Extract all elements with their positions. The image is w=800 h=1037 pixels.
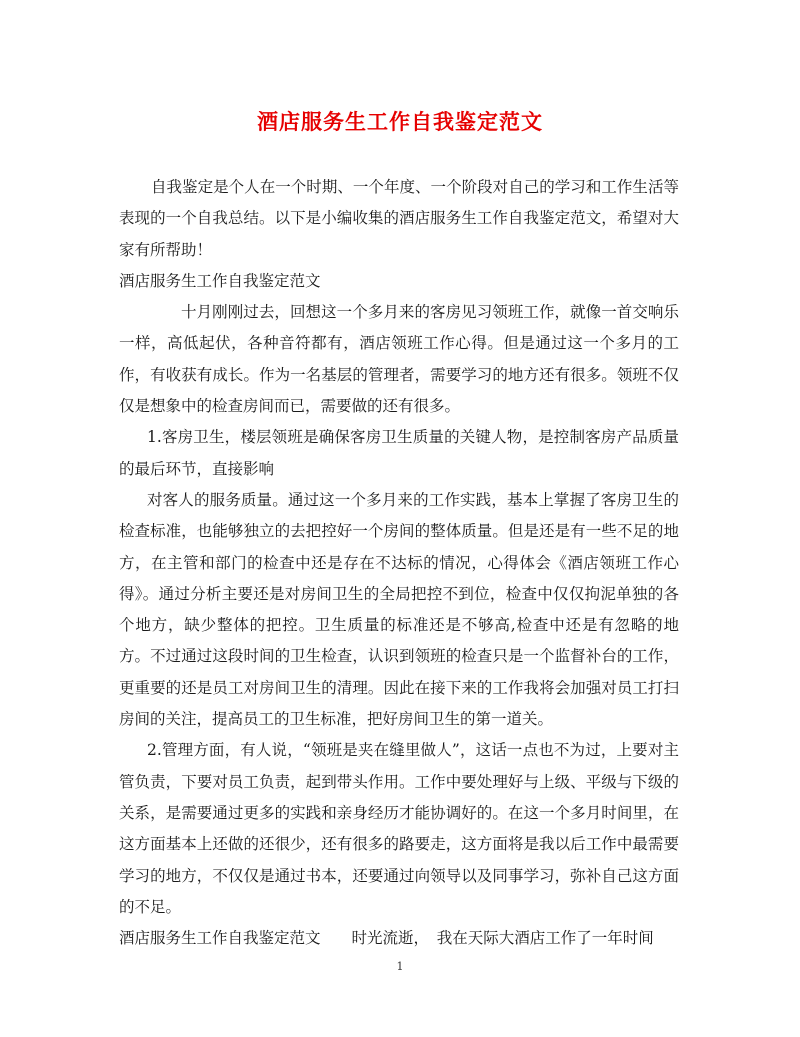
page-number: 1 (396, 960, 404, 973)
item-1-paragraph: 1.客房卫生，楼层领班是确保客房卫生质量的关键人物，是控制客房产品质量的最后环节，直接影响 (119, 428, 679, 478)
section-heading-continued: 酒店服务生工作自我鉴定范文 时光流逝， 我在天际大酒店工作了一年时间 (119, 929, 654, 948)
intro-paragraph: 自我鉴定是个人在一个时期、一个年度、一个阶段对自己的学习和工作生活等表现的一个自我总结。以下是小编收集的酒店服务生工作自我鉴定范文，希望对大家有所帮助！ (119, 178, 679, 259)
document-title: 酒店服务生工作自我鉴定范文 (257, 109, 543, 134)
body-paragraph: 十月刚刚过去，回想这一个多月来的客房见习领班工作，就像一首交响乐一样，高低起伏，各种音符都有，酒店领班工作心得。但是通过这一个多月的工作，有收获有成长。作为一名基层的管理者，需要学习的地方还有很多。领班不仅仅是想象中的检查房间而已，需要做的还有很多。 (119, 303, 679, 416)
item-2-paragraph: 2.管理方面，有人说，“领班是夹在缝里做人”，这话一点也不为过，上要对主管负责，下要对员工负责，起到带头作用。工作中要处理好与上级、平级与下级的关系，是需要通过更多的实践和亲身经历才能协调好的。在这一个多月时间里，在这方面基本上还做的还很少，还有很多的路要走，这方面将是我以后工作中最需要学习的地方，不仅仅是通过书本，还要通过向领导以及同事学习，弥补自己这方面的不足。 (119, 741, 679, 916)
body-paragraph: 对客人的服务质量。通过这一个多月来的工作实践，基本上掌握了客房卫生的检查标准，也能够独立的去把控好一个房间的整体质量。但是还是有一些不足的地方，在主管和部门的检查中还是存在不达标的情况，心得体会《酒店领班工作心得》。通过分析主要还是对房间卫生的全局把控不到位，检查中仅仅拘泥单独的各个地方，缺少整体的把控。卫生质量的标准还是不够高,检查中还是有忽略的地方。不过通过这段时间的卫生检查，认识到领班的检查只是一个监督补台的工作，更重要的还是员工对房间卫生的清理。因此在接下来的工作我将会加强对员工打扫房间的关注，提高员工的卫生标准，把好房间卫生的第一道关。 (119, 490, 679, 729)
document-body (119, 172, 679, 954)
section-heading: 酒店服务生工作自我鉴定范文 (119, 271, 321, 290)
